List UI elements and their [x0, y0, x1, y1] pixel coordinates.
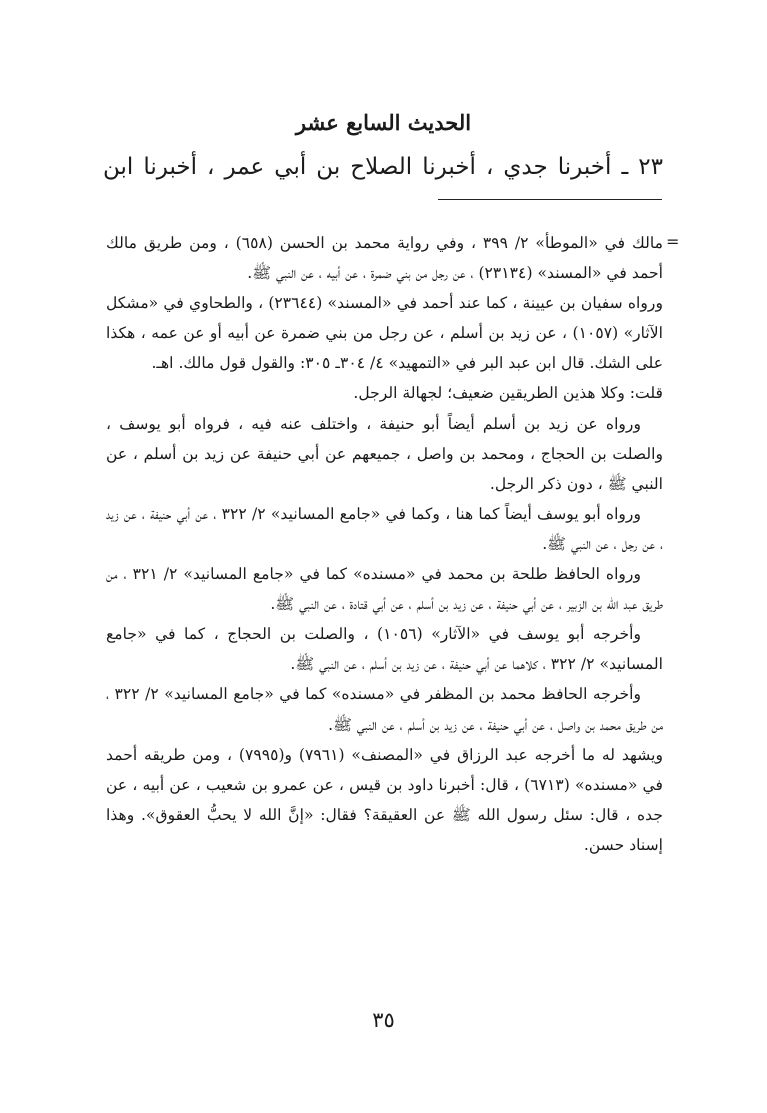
footnote-paragraph: ورواه الحافظ طلحة بن محمد في «مسنده» كما في «جامع المسانيد» ٢/ ٣٢١ ، من طريق عبد الله بن الزبير ، عن أبي حنيفة ، عن زيد بن أسلم ، عن أبي قتادة ، عن النبي ﷺ.	[106, 565, 663, 614]
hadith-number: ٢٣	[638, 154, 664, 180]
footnote-continuation-mark: =	[666, 232, 680, 251]
footnote-paragraph: وأخرجه الحافظ محمد بن المظفر في «مسنده» كما في «جامع المسانيد» ٢/ ٣٢٢ ، من طريق محمد بن واصل ، عن أبي حنيفة ، عن زيد بن أسلم ، عن النبي ﷺ.	[106, 685, 663, 734]
footnotes-block	[106, 228, 663, 860]
footnote-paragraph: وأخرجه أبو يوسف في «الآثار» (١٠٥٦) ، والصلت بن الحجاج ، كما في «جامع المسانيد» ٢/ ٣٢٢ ، كلاهما عن أبي حنيفة ، عن زيد بن أسلم ، عن النبي ﷺ.	[106, 625, 663, 674]
hadith-dash: ـ	[621, 154, 629, 180]
footnote-paragraph: قلت: وكلا هذين الطريقين ضعيف؛ لجهالة الرجل.	[353, 384, 663, 403]
footnote-paragraph: ورواه أبو يوسف أيضاً كما هنا ، وكما في «جامع المسانيد» ٢/ ٣٢٢ ، عن أبي حنيفة ، عن زيد ، عن رجل ، عن النبي ﷺ.	[106, 504, 663, 553]
page-number: ٣٥	[372, 1008, 395, 1032]
footnote-paragraph: مالك في «الموطأ» ٢/ ٣٩٩ ، وفي رواية محمد بن الحسن (٦٥٨) ، ومن طريق مالك أحمد في «المسند» (٢٣١٣٤) ، عن رجل من بني ضمرة ، عن أبيه ، عن النبي ﷺ.	[106, 234, 663, 283]
footnote-separator	[438, 199, 662, 200]
footnote-paragraph: ورواه سفيان بن عيينة ، كما عند أحمد في «المسند» (٢٣٦٤٤) ، والطحاوي في «مشكل الآثار» (١٠٥٧) ، عن زيد بن أسلم ، عن رجل من بني ضمرة عن أبيه أو عن عمه ، هكذا على الشك. قال ابن عبد البر في «التمهيد» ٤/ ٣٠٤ـ ٣٠٥: والقول قول مالك. اهـ.	[106, 294, 664, 373]
footnote-paragraph: ورواه عن زيد بن أسلم أيضاً أبو حنيفة ، واختلف عنه فيه ، فرواه أبو يوسف ، والصلت بن الحجاج ، ومحمد بن واصل ، جميعهم عن أبي حنيفة عن زيد بن أسلم ، عن النبي ﷺ ، دون ذكر الرجل.	[106, 414, 663, 493]
hadith-text: أخبرنا جدي ، أخبرنا الصلاح بن أبي عمر ، أخبرنا ابن	[103, 154, 612, 180]
footnote-paragraph: ويشهد له ما أخرجه عبد الرزاق في «المصنف» (٧٩٦١) و(٧٩٩٥) ، ومن طريقه أحمد في «مسنده» (٦٧١٣) ، قال: أخبرنا داود بن قيس ، عن عمرو بن شعيب ، عن أبيه ، عن جده ، قال: سئل رسول الله ﷺ عن العقيقة؟ فقال: «إنَّ الله لا يحبُّ العقوق». وهذا إسناد حسن.	[106, 745, 663, 854]
chapter-title: الحديث السابع عشر	[295, 110, 472, 135]
hadith-text-line	[103, 150, 663, 184]
